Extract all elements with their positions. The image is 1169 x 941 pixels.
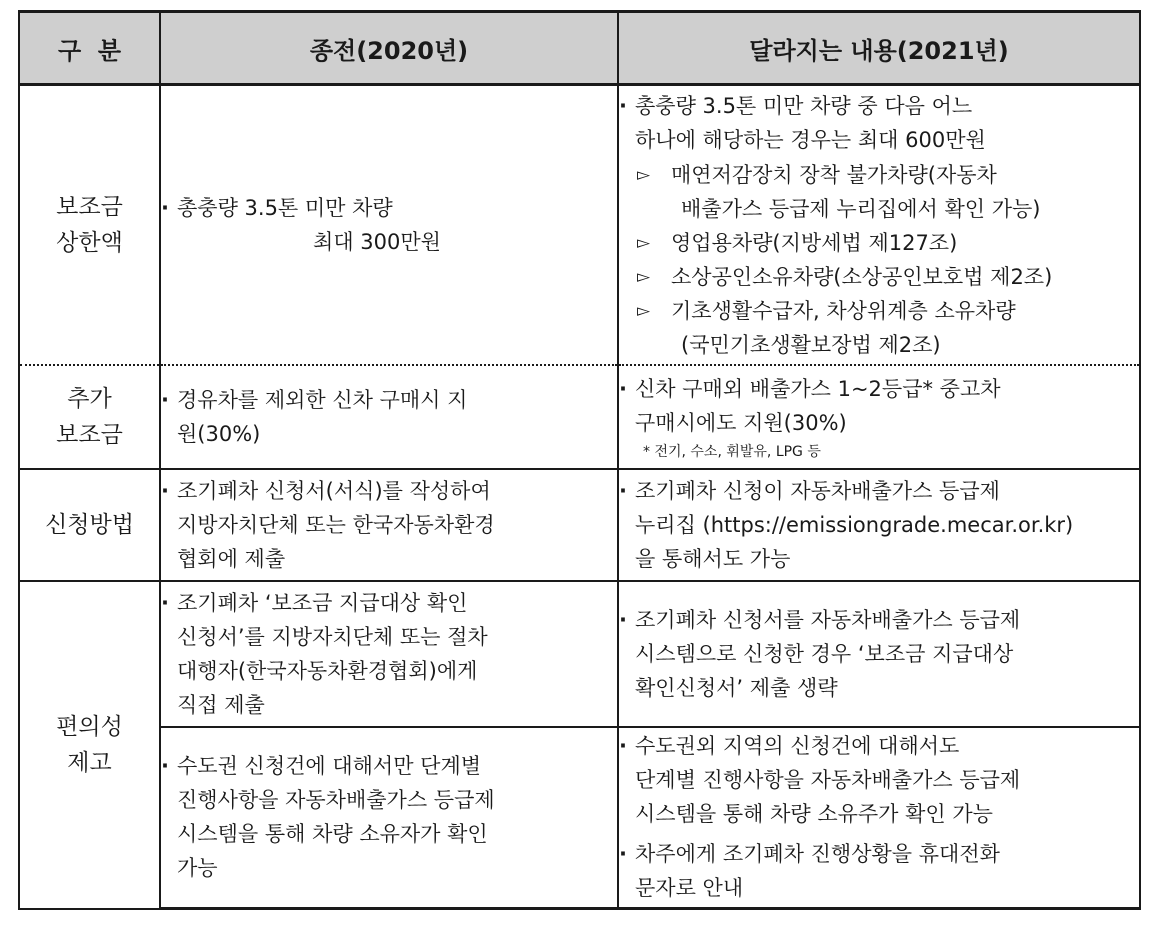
previous-convenience-1	[160, 581, 618, 727]
triangle-marker-icon: ▻	[637, 266, 651, 287]
row-convenience-1	[19, 581, 1140, 727]
header-changes-2021: 달라지는 내용(2021년)	[618, 12, 1140, 85]
header-row	[19, 12, 1140, 85]
category-subsidy-cap: 보조금 상한액	[19, 85, 160, 365]
list-item: · 조기폐차 ‘보조금 지급대상 확인 신청서’를 지방자치단체 또는 절차 대행자(한국자동차환경협회)에게 직접 제출	[161, 586, 617, 722]
header-previous-2020: 종전(2020년)	[160, 12, 618, 85]
row-additional-subsidy	[19, 365, 1140, 469]
category-convenience: 편의성 제고	[19, 581, 160, 909]
list-item: · 차주에게 조기폐차 진행상황을 휴대전화 문자로 안내	[619, 837, 1139, 905]
previous-application-method	[160, 469, 618, 581]
row-subsidy-cap	[19, 85, 1140, 365]
previous-subsidy-cap	[160, 85, 618, 365]
triangle-marker-icon: ▻	[637, 300, 651, 321]
sub-item: ▻ 매연저감장치 장착 불가차량(자동차 배출가스 등급제 누리집에서 확인 가능)	[619, 158, 1139, 226]
changes-additional-subsidy	[618, 365, 1140, 469]
list-item: · 조기폐차 신청이 자동차배출가스 등급제 누리집 (https://emissiongrade.mecar.or.kr) 을 통해서도 가능	[619, 474, 1139, 576]
sub-item: ▻ 기초생활수급자, 차상위계층 소유차량 (국민기초생활보장법 제2조)	[619, 294, 1139, 362]
list-item: · 조기폐차 신청서를 자동차배출가스 등급제 시스템으로 신청한 경우 ‘보조금 지급대상 확인신청서’ 제출 생략	[619, 603, 1139, 705]
sub-item: ▻ 소상공인소유차량(소상공인보호법 제2조)	[619, 260, 1139, 294]
footnote: * 전기, 수소, 휘발유, LPG 등	[643, 443, 821, 460]
previous-convenience-2	[160, 727, 618, 909]
list-item: · 조기폐차 신청서(서식)를 작성하여 지방자치단체 또는 한국자동차환경 협회에 제출	[161, 474, 617, 576]
list-item: · 경유차를 제외한 신차 구매시 지 원(30%)	[161, 383, 617, 451]
changes-convenience-2	[618, 727, 1140, 909]
triangle-marker-icon: ▻	[637, 164, 651, 185]
comparison-table	[18, 10, 1141, 910]
list-item: · 총충량 3.5톤 미만 차량 중 다음 어느 하나에 해당하는 경우는 최대 600만원	[619, 89, 1139, 157]
category-application-method: 신청방법	[19, 469, 160, 581]
category-additional-subsidy: 추가 보조금	[19, 365, 160, 469]
list-item: · 총충량 3.5톤 미만 차량 최대 300만원	[161, 191, 617, 259]
changes-application-method	[618, 469, 1140, 581]
list-item: · 수도권외 지역의 신청건에 대해서도 단계별 진행사항을 자동차배출가스 등급제 시스템을 통해 차량 소유주가 확인 가능	[619, 729, 1139, 831]
previous-additional-subsidy	[160, 365, 618, 469]
header-category: 구 분	[19, 12, 160, 85]
changes-subsidy-cap	[618, 85, 1140, 365]
list-item: · 신차 구매외 배출가스 1~2등급* 중고차 구매시에도 지원(30%)	[619, 372, 1139, 440]
triangle-marker-icon: ▻	[637, 232, 651, 253]
row-convenience-2	[19, 727, 1140, 909]
list-item: · 수도권 신청건에 대해서만 단계별 진행사항을 자동차배출가스 등급제 시스템을 통해 차량 소유자가 확인 가능	[161, 749, 617, 885]
changes-convenience-1	[618, 581, 1140, 727]
sub-item: ▻ 영업용차량(지방세법 제127조)	[619, 226, 1139, 260]
row-application-method	[19, 469, 1140, 581]
